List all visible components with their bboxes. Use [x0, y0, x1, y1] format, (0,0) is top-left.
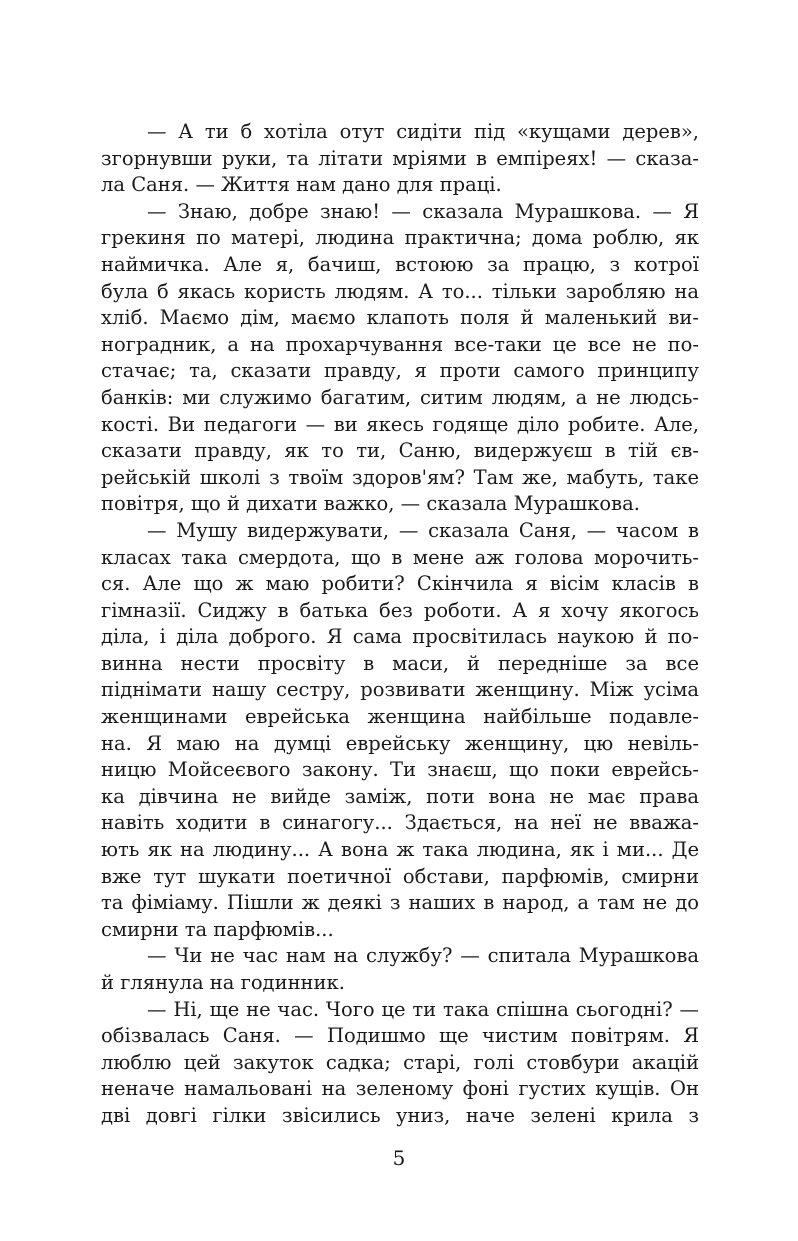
text-line: неначе намальовані на зеленому фоні густих кущів. Он: [101, 1077, 699, 1101]
text-line: була б якась користь людям. А то... тільки заробляю на: [101, 279, 699, 303]
text-line: стачає; та, сказати правду, я проти самого принципу: [101, 359, 699, 383]
text-line: хліб. Маємо дім, маємо клапоть поля й маленький ви-: [101, 306, 699, 330]
text-line: грекиня по матері, людина практична; дома роблю, як: [101, 226, 699, 250]
text-line: навіть ходити в синагогу... Здається, на неї не вважа-: [101, 811, 699, 835]
body-text: [101, 119, 699, 1130]
text-line: банків: ми служимо багатим, ситим людям, а не людсь-: [101, 385, 699, 409]
text-line: ють як на людину... А вона ж така людина, як і ми... Де: [101, 838, 699, 862]
text-line: ла Саня. — Життя нам дано для праці.: [101, 173, 502, 197]
text-line: діла, і діла доброго. Я сама просвітилась наукою й по-: [101, 625, 699, 649]
text-line: винна нести просвіту в маси, й передніше за все: [101, 651, 699, 675]
text-line: ницю Мойсеєвого закону. Ти знаєш, що поки еврейсь-: [101, 758, 699, 782]
text-line: та фіміаму. Пішли ж деякі з наших в народ, а там не до: [101, 891, 699, 915]
text-line: — Мушу видержувати, — сказала Саня, — часом в: [147, 518, 699, 542]
text-line: ка дівчина не вийде заміж, поти вона не має права: [101, 784, 699, 808]
text-line: люблю цей закуток садка; старі, голі стовбури акацій: [101, 1050, 699, 1074]
text-line: сказати правду, як то ти, Саню, видержуєш в тій єв-: [101, 439, 699, 463]
text-line: дві довгі гілки звісились униз, наче зелені крила з: [101, 1103, 699, 1127]
text-line: повітря, що й дихати важко, — сказала Мурашкова.: [101, 492, 640, 516]
text-line: — Чи не час нам на службу? — спитала Мурашкова: [147, 944, 699, 968]
text-line: вже тут шукати поетичної обстави, парфюмів, смирни: [101, 864, 699, 888]
text-line: ся. Але що ж маю робити? Скінчила я вісім класів в: [101, 572, 699, 596]
text-line: — Знаю, добре знаю! — сказала Мурашкова. — Я: [147, 199, 699, 223]
text-line: й глянула на годинник.: [101, 971, 345, 994]
text-line: смирни та парфюмів...: [101, 917, 334, 941]
page-number: 5: [392, 1146, 406, 1170]
text-line: — А ти б хотіла отут сидіти під «кущами дерев»,: [147, 120, 699, 143]
text-line: наймичка. Але я, бачиш, встоюю за працю, з котрої: [101, 252, 699, 276]
text-line: обізвалась Саня. — Подишмо ще чистим повітрям. Я: [101, 1024, 699, 1048]
text-line: згорнувши руки, та літати мріями в емпіреях! — сказа-: [101, 146, 699, 170]
text-line: кості. Ви педагоги — ви якесь годяще діло робите. Але,: [101, 412, 699, 436]
text-line: піднімати нашу сестру, розвивати женщину. Між усіма: [101, 678, 699, 702]
text-line: рейській школі з твоїм здоров'ям? Там же, мабуть, таке: [101, 465, 699, 489]
text-line: — Ні, ще не час. Чого це ти така спішна сьогодні? —: [147, 997, 699, 1021]
text-line: гімназії. Сиджу в батька без роботи. А я хочу якогось: [101, 598, 699, 622]
text-line: на. Я маю на думці еврейську женщину, цю невіль-: [101, 731, 699, 755]
text-line: класах така смердота, що в мене аж голова морочить-: [101, 545, 699, 569]
text-line: женщинами еврейська женщина найбільше подавле-: [101, 705, 699, 729]
text-line: ноградник, а на прохарчування все-таки це все не по-: [101, 332, 699, 356]
